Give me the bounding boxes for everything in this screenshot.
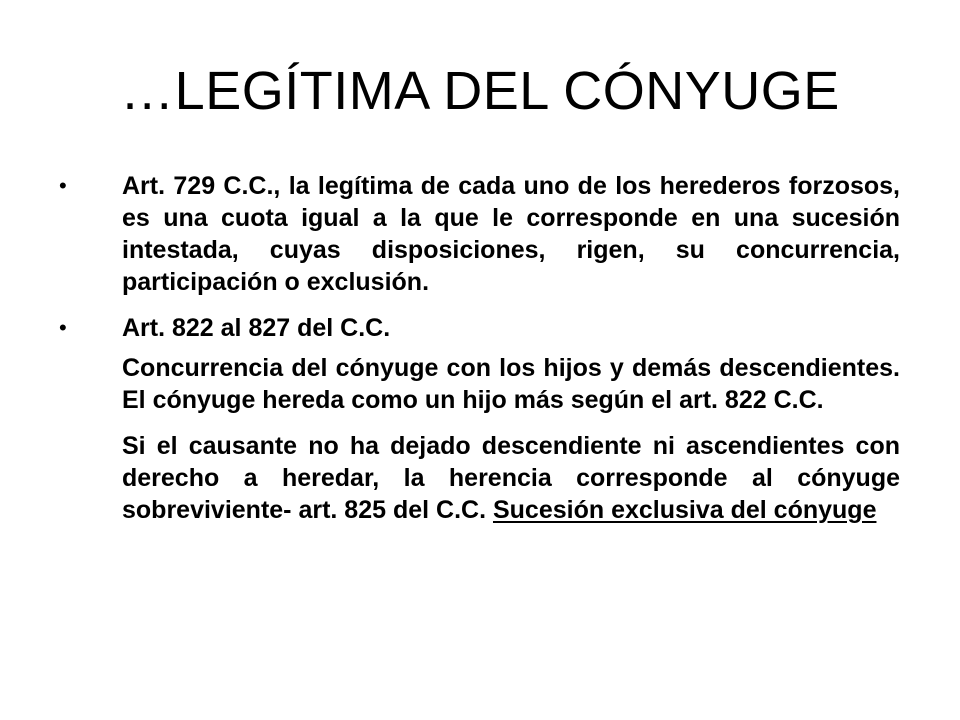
slide-title: …LEGÍTIMA DEL CÓNYUGE [120,61,840,121]
paragraph-text: Si el causante no ha dejado descendiente ni ascendientes con derecho a heredar, la herencia corresponde al cónyuge sobreviviente- art. 825 del C.C. [122,432,900,524]
bullet-item-art-729 [59,170,900,298]
slide-body [59,170,900,540]
bullet-item-text: Art. 822 al 827 del C.C. [122,314,391,342]
bullet-item-art-822 [59,312,900,344]
bullet-marker: • [59,315,67,340]
bullet-item-text: Art. 729 C.C., la legítima de cada uno de los herederos forzosos, es una cuota igual a la que le corresponde en una sucesión intestada, cuyas disposiciones, rigen, su concurrencia, participación o exclusión. [122,172,900,296]
paragraph-concurrencia [122,352,900,416]
paragraph-sucesion-exclusiva [122,430,900,526]
underlined-term: Sucesión exclusiva del cónyuge [492,496,877,524]
bullet-marker: • [59,173,67,198]
paragraph-text: Concurrencia del cónyuge con los hijos y demás descendientes. El cónyuge hereda como un hijo más según el art. 822 C.C. [122,354,900,414]
